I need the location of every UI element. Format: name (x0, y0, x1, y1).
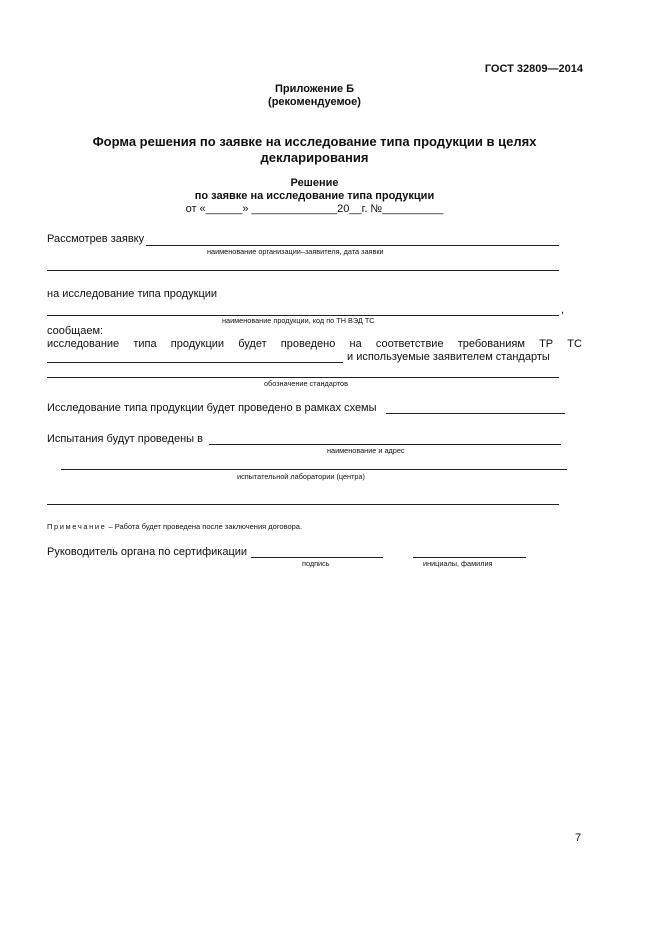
inform-text: сообщаем: (47, 325, 104, 337)
word: продукции (170, 338, 225, 350)
caption-initials: инициалы, фамилия (423, 559, 493, 568)
appendix-subtitle: (рекомендуемое) (268, 96, 361, 108)
applicant-line (146, 245, 559, 246)
standards-line (47, 377, 559, 378)
caption-lab: испытательной лаборатории (центра) (237, 472, 365, 481)
form-title-line1: Форма решения по заявке на исследование типа продукции в целях (92, 134, 537, 149)
word: соответствие (375, 338, 444, 350)
word: требованиям (457, 338, 525, 350)
lab-line (61, 469, 567, 470)
appendix-title: Приложение Б (274, 83, 355, 95)
note (47, 522, 302, 531)
page-number: 7 (575, 832, 582, 844)
caption-name-address: наименование и адрес (327, 446, 405, 455)
lab-line-2 (47, 504, 559, 505)
signature-line (251, 557, 383, 558)
scheme-line (386, 413, 565, 414)
research-justified-line (47, 338, 582, 350)
word: будет (238, 338, 267, 350)
research-label: на исследование типа продукции (47, 288, 218, 300)
standard-number: ГОСТ 32809—2014 (484, 63, 583, 75)
applicant-line-2 (47, 270, 559, 271)
tests-label: Испытания будут проведены в (47, 433, 203, 445)
word: ТР (539, 338, 554, 350)
initials-line (413, 557, 526, 558)
word: на (349, 338, 362, 350)
caption-applicant: наименование организации–заявителя, дата заявки (207, 247, 384, 256)
standards-text: и используемые заявителем стандарты (347, 351, 550, 363)
decision-title: Решение (290, 177, 339, 189)
form-title-line2: декларирования (260, 150, 369, 165)
caption-product: наименование продукции, код по ТН ВЭД ТС (222, 316, 375, 325)
word: типа (133, 338, 157, 350)
caption-standards: обозначение стандартов (264, 379, 348, 388)
word: ТС (567, 338, 582, 350)
head-label: Руководитель органа по сертификации (47, 546, 248, 558)
product-line-comma: , (561, 304, 565, 316)
decision-subtitle: по заявке на исследование типа продукции (194, 190, 435, 202)
scheme-label: Исследование типа продукции будет проведено в рамках схемы (47, 402, 377, 414)
note-label: Примечание (47, 522, 107, 531)
word: исследование (47, 338, 120, 350)
considered-label: Рассмотрев заявку (47, 233, 145, 245)
word: проведено (280, 338, 336, 350)
tests-line (209, 444, 561, 445)
caption-signature: подпись (302, 559, 330, 568)
decision-date-line: от «______» ______________20__г. №__________ (185, 203, 444, 215)
tr-ts-line (47, 362, 343, 363)
note-text: – Работа будет проведена после заключения договора. (106, 522, 303, 531)
